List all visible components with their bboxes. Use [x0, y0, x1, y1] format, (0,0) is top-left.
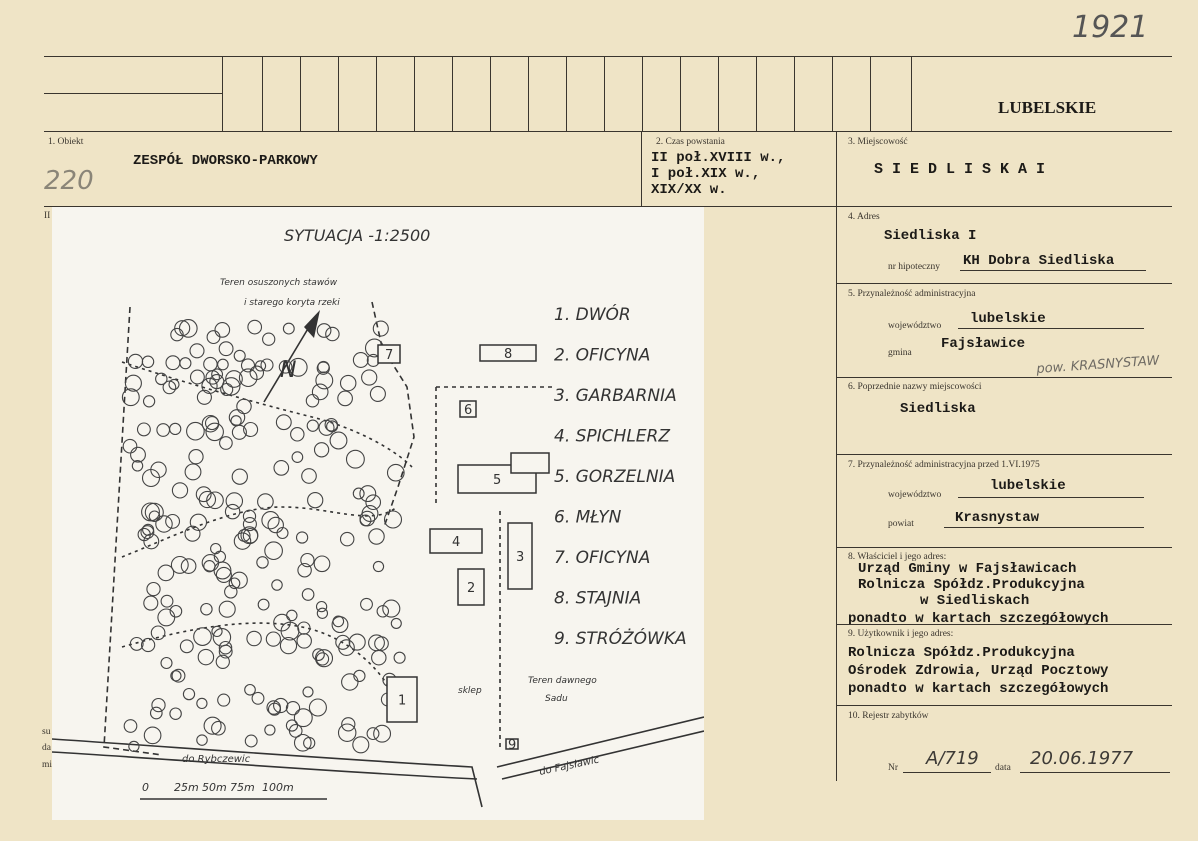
przed1975-woj-underline	[958, 497, 1144, 498]
czas-label: 2. Czas powstania	[656, 137, 725, 147]
obiekt-value: ZESPÓŁ DWORSKO-PARKOWY	[133, 153, 318, 169]
tree	[297, 532, 308, 543]
header-cell-divider	[490, 56, 491, 131]
tree	[161, 595, 173, 607]
tree	[198, 649, 213, 664]
map-title: SYTUACJA -1:2500	[284, 226, 431, 245]
tree	[180, 358, 191, 369]
road-right-label: do Fajsławic	[538, 754, 601, 778]
gmina-label: gmina	[888, 348, 912, 358]
tree	[315, 443, 329, 457]
header-cell-divider	[376, 56, 377, 131]
tree	[214, 562, 231, 579]
tree	[131, 447, 146, 462]
gmina-value: Fajsławice	[941, 336, 1026, 352]
building-5-annex	[511, 453, 549, 473]
tree	[166, 515, 180, 529]
uzytkownik-line-2: Ośrodek Zdrowia, Urząd Pocztowy	[848, 663, 1109, 679]
section-ii-label: II	[44, 211, 51, 221]
tree	[362, 506, 378, 522]
sklep-label: sklep	[458, 686, 482, 696]
header-bottom-line	[44, 131, 1172, 132]
building-number-3: 3	[516, 550, 525, 565]
header-cell-divider	[870, 56, 871, 131]
tree	[388, 464, 405, 481]
tree	[191, 370, 205, 384]
tree	[142, 356, 153, 367]
tree	[207, 331, 220, 344]
legend-item-1: 1. DWÓR	[554, 305, 631, 325]
legend-item-4: 4. SPICHLERZ	[554, 426, 671, 447]
scale-label-3: 75m	[230, 781, 255, 794]
building-number-9: 9	[508, 738, 517, 753]
tree	[307, 420, 318, 431]
site-plan	[52, 207, 704, 820]
tree	[161, 658, 172, 669]
tree	[189, 450, 203, 464]
right-line-3	[836, 377, 1172, 378]
tree	[373, 561, 383, 571]
legend-item-5: 5. GORZELNIA	[554, 467, 676, 487]
building-number-5: 5	[493, 473, 502, 488]
tree	[248, 320, 262, 334]
tree	[185, 464, 201, 480]
tree	[204, 561, 215, 572]
tree	[272, 580, 282, 590]
header-cell-divider	[718, 56, 719, 131]
obiekt-margin-note: 220	[44, 166, 94, 196]
tree	[326, 327, 339, 340]
teren-stawow-1: Teren osuszonych stawów	[220, 278, 338, 288]
obiekt-label: 1. Obiekt	[48, 137, 84, 147]
tree	[391, 618, 401, 628]
header-mid-line	[44, 93, 222, 94]
tree	[144, 534, 159, 549]
tree	[144, 727, 161, 744]
tree	[156, 516, 172, 532]
tree	[274, 461, 289, 476]
tree	[237, 399, 251, 413]
tree	[276, 415, 291, 430]
header-cell-divider	[262, 56, 263, 131]
tree	[247, 631, 261, 645]
row1-divider-b	[836, 131, 837, 781]
teren-stawow-2: i starego koryta rzeki	[244, 298, 340, 308]
tree	[314, 556, 330, 572]
hipoteczny-value: KH Dobra Siedliska	[963, 253, 1115, 269]
tree	[353, 353, 368, 368]
tree	[286, 702, 299, 715]
wlasciciel-line-2: Rolnicza Spółdz.Produkcyjna	[858, 577, 1085, 593]
tree	[180, 320, 198, 338]
tree	[262, 512, 279, 529]
tree	[138, 423, 151, 436]
tree	[218, 359, 229, 370]
rejestr-nr-label: Nr	[888, 763, 899, 773]
tree	[197, 390, 211, 404]
powiat-note: pow. KRASNYSTAW	[1036, 353, 1160, 377]
site-plan-drawing	[52, 207, 704, 820]
tree	[283, 323, 294, 334]
tree	[183, 689, 194, 700]
uzytkownik-line-3: ponadto w kartach szczegółowych	[848, 681, 1109, 697]
tree	[297, 634, 311, 648]
scale-label-1: 25m	[174, 781, 199, 794]
header-cell-divider	[794, 56, 795, 131]
tree	[129, 741, 139, 751]
tree	[170, 423, 181, 434]
hipoteczny-label: nr hipoteczny	[888, 262, 940, 272]
tree	[151, 707, 163, 719]
building-number-7: 7	[385, 348, 394, 363]
adres-value: Siedliska I	[884, 228, 977, 244]
tree	[353, 737, 369, 753]
legend-item-3: 3. GARBARNIA	[554, 386, 677, 406]
tree	[339, 724, 356, 741]
poprzednie-value: Siedliska	[900, 401, 976, 417]
legend-item-9: 9. STRÓŻÓWKA	[554, 629, 687, 649]
tree	[306, 395, 318, 407]
tree	[309, 699, 326, 716]
header-cell-divider	[604, 56, 605, 131]
przed1975-powiat-label: powiat	[888, 519, 914, 529]
tree	[171, 557, 188, 574]
tree	[242, 359, 255, 372]
tree	[304, 737, 315, 748]
header-cell-divider	[832, 56, 833, 131]
tree	[317, 324, 331, 338]
tree	[317, 602, 327, 612]
tree	[330, 432, 347, 449]
tree	[366, 495, 381, 510]
tree	[197, 735, 207, 745]
legend-item-6: 6. MŁYN	[554, 507, 622, 528]
header-cell-divider	[222, 56, 223, 131]
tree	[338, 391, 353, 406]
tree	[190, 514, 206, 530]
tree	[232, 469, 247, 484]
tree	[187, 422, 205, 440]
wlasciciel-line-4: ponadto w kartach szczegółowych	[848, 611, 1109, 627]
wlasciciel-line-3: w Siedliskach	[920, 593, 1030, 609]
right-line-4	[836, 454, 1172, 455]
tree	[266, 632, 280, 646]
przynaleznosc-label: 5. Przynależność administracyjna	[848, 289, 976, 299]
tree	[372, 651, 386, 665]
scale-label-4: 100m	[262, 781, 294, 794]
building-number-8: 8	[504, 347, 513, 362]
tree	[124, 720, 137, 733]
tree	[263, 333, 275, 345]
header-cell-divider	[566, 56, 567, 131]
tree	[361, 598, 373, 610]
tree	[218, 694, 230, 706]
tree	[302, 469, 317, 484]
tree	[245, 735, 257, 747]
rejestr-data-value: 20.06.1977	[1030, 748, 1134, 769]
header-right-divider	[911, 56, 912, 131]
tree	[226, 493, 242, 509]
card-number: 1921	[1072, 10, 1149, 45]
building-number-1: 1	[398, 693, 407, 709]
tree	[341, 532, 354, 545]
rejestr-data-label: data	[995, 763, 1011, 773]
header-cell-divider	[642, 56, 643, 131]
tree	[212, 721, 226, 735]
cut-label-1: su	[42, 727, 51, 737]
building-number-4: 4	[452, 535, 461, 550]
tree	[152, 699, 165, 712]
rejestr-data-underline	[1020, 772, 1170, 773]
poprzednie-label: 6. Poprzednie nazwy miejscowości	[848, 382, 982, 392]
region-label: LUBELSKIE	[998, 98, 1097, 117]
tree	[156, 373, 167, 384]
tree	[144, 396, 155, 407]
header-top-line	[44, 56, 1172, 57]
przed1975-woj-value: lubelskie	[990, 478, 1066, 494]
header-cell-divider	[414, 56, 415, 131]
tree	[374, 725, 391, 742]
trees	[122, 320, 405, 753]
road-left-label: do Rybczewic	[182, 754, 251, 765]
header-cell-divider	[300, 56, 301, 131]
rejestr-nr-underline	[903, 772, 991, 773]
tree	[294, 709, 312, 727]
tree	[219, 342, 233, 356]
tree	[158, 609, 175, 626]
tree	[215, 323, 230, 338]
teren-sadu-1: Teren dawnego	[528, 676, 597, 686]
tree	[360, 486, 376, 502]
building-number-6: 6	[464, 403, 473, 418]
legend-item-7: 7. OFICYNA	[554, 548, 651, 568]
tree	[341, 375, 356, 390]
tree	[170, 708, 181, 719]
tree	[394, 652, 405, 663]
tree	[194, 628, 212, 646]
road-east	[497, 717, 704, 779]
legend-item-8: 8. STAJNIA	[554, 588, 642, 609]
tree	[291, 428, 304, 441]
right-line-1	[836, 206, 1172, 207]
wlasciciel-line-1: Urząd Gminy w Fajsławicach	[858, 561, 1077, 577]
tree	[383, 600, 400, 617]
tree	[172, 483, 187, 498]
tree	[199, 491, 215, 507]
tree	[370, 386, 385, 401]
tree	[265, 542, 283, 560]
tree	[234, 350, 245, 361]
tree	[166, 356, 180, 370]
tree	[190, 344, 204, 358]
tree	[353, 488, 364, 499]
tree	[231, 416, 241, 426]
tree	[123, 439, 137, 453]
hipoteczny-underline	[960, 270, 1146, 271]
przed1975-powiat-underline	[944, 527, 1144, 528]
adres-label: 4. Adres	[848, 212, 880, 222]
tree	[369, 529, 384, 544]
right-line-7	[836, 705, 1172, 706]
right-line-6	[836, 624, 1172, 625]
tree	[347, 450, 365, 468]
tree	[147, 583, 160, 596]
header-cell-divider	[528, 56, 529, 131]
przed1975-woj-label: województwo	[888, 490, 942, 500]
wlasciciel-label: 8. Właściciel i jego adres:	[848, 552, 947, 562]
tree	[212, 626, 222, 636]
tree	[211, 544, 221, 554]
tree	[219, 601, 235, 617]
tree	[302, 589, 314, 601]
tree	[292, 452, 303, 463]
tree	[367, 728, 379, 740]
woj-value: lubelskie	[970, 311, 1046, 327]
right-line-2	[836, 283, 1172, 284]
teren-sadu-2: Sadu	[545, 694, 568, 704]
woj-underline	[958, 328, 1144, 329]
header-cell-divider	[756, 56, 757, 131]
miejscowosc-label: 3. Miejscowość	[848, 137, 908, 147]
tree	[303, 687, 313, 697]
legend-item-2: 2. OFICYNA	[554, 345, 651, 366]
header-cell-divider	[680, 56, 681, 131]
tree	[312, 384, 328, 400]
przed1975-powiat-value: Krasnystaw	[955, 510, 1040, 526]
tree	[333, 616, 344, 627]
uzytkownik-line-1: Rolnicza Spółdz.Produkcyjna	[848, 645, 1075, 661]
header-cell-divider	[452, 56, 453, 131]
road-main-lower	[52, 752, 477, 779]
rejestr-nr-value: A/719	[926, 748, 979, 769]
scale-label-2: 50m	[202, 781, 227, 794]
czas-line-1: II poł.XVIII w.,	[651, 150, 786, 166]
tree	[268, 517, 283, 532]
tree	[180, 640, 193, 653]
miejscowosc-value: S I E D L I S K A I	[874, 161, 1046, 178]
tree	[287, 610, 297, 620]
tree	[342, 674, 358, 690]
tree	[243, 510, 255, 522]
tree	[308, 493, 323, 508]
czas-line-2: I poł.XIX w.,	[651, 166, 761, 182]
tree	[145, 503, 163, 521]
woj-label: województwo	[888, 321, 942, 331]
building-number-2: 2	[467, 581, 476, 596]
header-cell-divider	[338, 56, 339, 131]
row1-divider-a	[641, 131, 642, 206]
cut-label-2: da	[42, 743, 51, 753]
przed1975-label: 7. Przynależność administracyjna przed 1.VI.1975	[848, 460, 1040, 470]
cut-label-3: mi	[42, 760, 53, 770]
tree	[265, 725, 275, 735]
scale-label-0: 0	[142, 781, 149, 794]
tree	[373, 321, 388, 336]
czas-line-3: XIX/XX w.	[651, 182, 727, 198]
north-label: N	[280, 358, 297, 383]
tree	[245, 685, 256, 696]
tree	[157, 424, 170, 437]
tree	[144, 596, 158, 610]
tree	[258, 599, 269, 610]
park-path-1	[122, 362, 412, 467]
tree	[220, 437, 233, 450]
tree	[197, 698, 207, 708]
uzytkownik-label: 9. Użytkownik i jego adres:	[848, 629, 954, 639]
tree	[258, 494, 274, 510]
tree	[257, 557, 268, 568]
right-line-5	[836, 547, 1172, 548]
tree	[362, 370, 377, 385]
rejestr-label: 10. Rejestr zabytków	[848, 711, 929, 721]
tree	[201, 604, 212, 615]
